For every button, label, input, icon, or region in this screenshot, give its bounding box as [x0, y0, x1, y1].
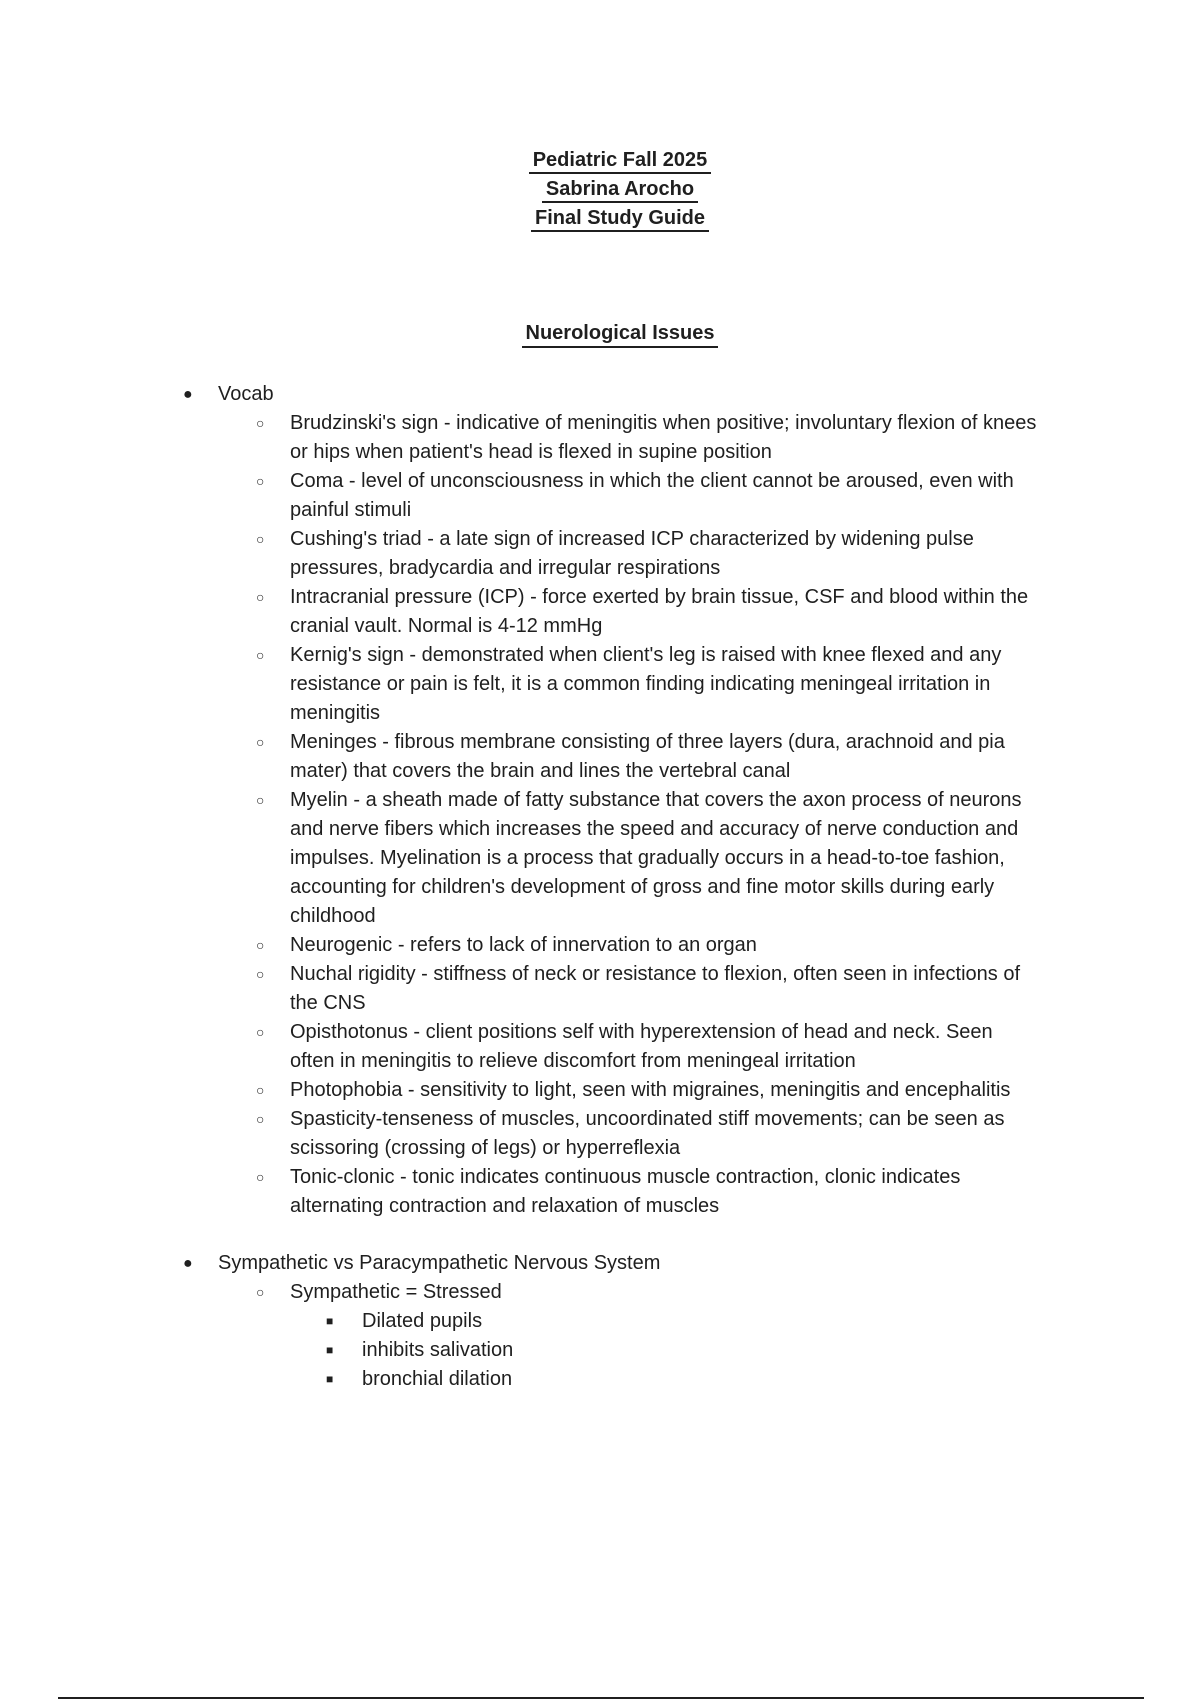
hollow-circle-bullet-icon: ○	[256, 1082, 265, 1098]
sympathetic-effect-text: inhibits salivation	[362, 1339, 514, 1361]
hollow-circle-bullet-icon: ○	[256, 1024, 265, 1040]
vocab-term-text: Meninges - fibrous membrane consisting of three layers (dura, arachnoid and pia mater) that covers the brain and lines the vertebral canal	[290, 731, 1005, 782]
vocab-term-text: Cushing's triad - a late sign of increased ICP characterized by widening pulse pressures, bradycardia and irregular respirations	[290, 528, 974, 579]
sympathetic-effect	[290, 1365, 1040, 1394]
vocab-term-text: Spasticity-tenseness of muscles, uncoordinated stiff movements; can be seen as scissoring (crossing of legs) or hyperreflexia	[290, 1108, 1005, 1159]
sympathetic-effect	[290, 1307, 1040, 1336]
hollow-circle-bullet-icon: ○	[256, 966, 265, 982]
vocab-term	[218, 525, 1040, 583]
vocab-term	[218, 728, 1040, 786]
document-title-text: Final Study Guide	[531, 207, 709, 232]
hollow-circle-bullet-icon: ○	[256, 1169, 265, 1185]
hollow-circle-bullet-icon: ○	[256, 415, 265, 431]
vocab-term	[218, 409, 1040, 467]
vocab-term-text: Photophobia - sensitivity to light, seen with migraines, meningitis and encephalitis	[290, 1079, 1011, 1101]
main-list	[0, 380, 1200, 1394]
hollow-circle-bullet-icon: ○	[256, 1111, 265, 1127]
document-body	[0, 380, 1200, 1394]
hollow-circle-bullet-icon: ○	[256, 937, 265, 953]
hollow-circle-bullet-icon: ○	[256, 792, 265, 808]
sympathetic-effects-list	[290, 1307, 1040, 1394]
vocab-term-text: Tonic-clonic - tonic indicates continuous muscle contraction, clonic indicates alternating contraction and relaxation of muscles	[290, 1166, 961, 1217]
vocab-term	[218, 1163, 1040, 1221]
vocab-list-item	[0, 380, 1200, 1221]
page-divider	[58, 1697, 1144, 1699]
vocab-term-text: Nuchal rigidity - stiffness of neck or resistance to flexion, often seen in infections of the CNS	[290, 963, 1020, 1014]
filled-circle-bullet-icon: ●	[183, 386, 193, 403]
vocab-label: Vocab	[218, 383, 274, 405]
author-name	[0, 175, 1200, 204]
vocab-term	[218, 583, 1040, 641]
vocab-term	[218, 931, 1040, 960]
sympathetic-effect-text: bronchial dilation	[362, 1368, 513, 1390]
vocab-term-text: Neurogenic - refers to lack of innervation to an organ	[290, 934, 757, 956]
vocab-term-text: Brudzinski's sign - indicative of meningitis when positive; involuntary flexion of knees or hips when patient's head is flexed in supine position	[290, 412, 1037, 463]
vocab-term	[218, 1018, 1040, 1076]
hollow-circle-bullet-icon: ○	[256, 473, 265, 489]
section-heading	[0, 322, 1200, 345]
sympathetic-effect-text: Dilated pupils	[362, 1310, 483, 1332]
document-title	[0, 204, 1200, 233]
section-heading-text: Nuerological Issues	[522, 322, 719, 348]
vocab-term	[218, 1076, 1040, 1105]
vocab-term-text: Opisthotonus - client positions self with hyperextension of head and neck. Seen often in meningitis to relieve discomfort from meningeal irritation	[290, 1021, 993, 1072]
hollow-circle-bullet-icon: ○	[256, 734, 265, 750]
vocab-term-text: Intracranial pressure (ICP) - force exerted by brain tissue, CSF and blood within the cranial vault. Normal is 4-12 mmHg	[290, 586, 1029, 637]
document-header	[0, 146, 1200, 233]
author-name-text: Sabrina Arocho	[542, 178, 698, 203]
filled-circle-bullet-icon: ●	[183, 1255, 193, 1272]
vocab-terms-list	[218, 409, 1200, 1221]
vocab-term	[218, 467, 1040, 525]
vocab-term-text: Coma - level of unconsciousness in which the client cannot be aroused, even with painful stimuli	[290, 470, 1014, 521]
hollow-circle-bullet-icon: ○	[256, 647, 265, 663]
vocab-term	[218, 641, 1040, 728]
nervous-system-list-item	[0, 1249, 1200, 1394]
filled-square-bullet-icon: ■	[326, 1314, 334, 1328]
hollow-circle-bullet-icon: ○	[256, 589, 265, 605]
course-title-text: Pediatric Fall 2025	[529, 149, 712, 174]
sympathetic-effect	[290, 1336, 1040, 1365]
sympathetic-item	[218, 1278, 1040, 1394]
nervous-system-label: Sympathetic vs Paracympathetic Nervous System	[218, 1252, 661, 1274]
course-title	[0, 146, 1200, 175]
filled-square-bullet-icon: ■	[326, 1343, 334, 1357]
vocab-term	[218, 1105, 1040, 1163]
nervous-system-sublist	[218, 1278, 1200, 1394]
vocab-term	[218, 960, 1040, 1018]
filled-square-bullet-icon: ■	[326, 1372, 334, 1386]
hollow-circle-bullet-icon: ○	[256, 1284, 265, 1300]
vocab-term-text: Myelin - a sheath made of fatty substance that covers the axon process of neurons and nerve fibers which increases the speed and accuracy of nerve conduction and impulses. Myelination is a process that gradually occurs in a head-to-toe fashion, accounting for children's development of gross and fine motor skills during early childhood	[290, 789, 1022, 927]
vocab-term-text: Kernig's sign - demonstrated when client's leg is raised with knee flexed and any resistance or pain is felt, it is a common finding indicating meningeal irritation in meningitis	[290, 644, 1002, 724]
hollow-circle-bullet-icon: ○	[256, 531, 265, 547]
vocab-term	[218, 786, 1040, 931]
sympathetic-label: Sympathetic = Stressed	[290, 1281, 502, 1303]
